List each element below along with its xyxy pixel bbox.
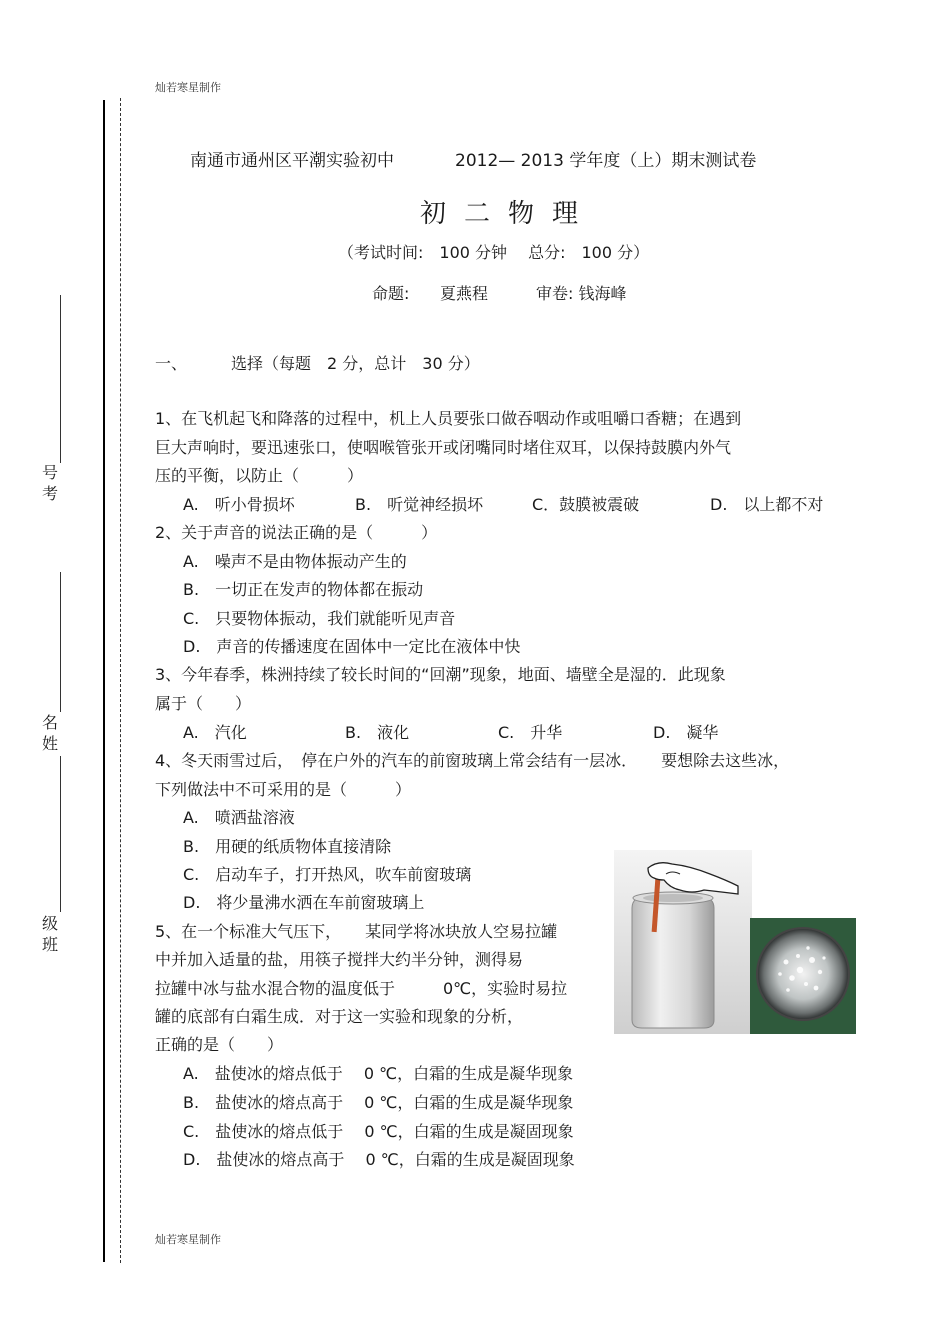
q5-line-5: 正确的是（ ） bbox=[155, 1035, 284, 1054]
side-line-banji bbox=[60, 756, 61, 912]
q4-option-b[interactable]: B. 用硬的纸质物体直接清除 bbox=[183, 837, 392, 856]
section-number: 一、 bbox=[155, 354, 188, 373]
header-year: 2012— 2013 学年度（上）期末测试卷 bbox=[455, 151, 757, 171]
side-label-kaohao-2: 考 bbox=[41, 484, 58, 503]
q1-option-c[interactable]: C．鼓膜被震破 bbox=[532, 495, 640, 514]
q4-line-2: 下列做法中不可采用的是（ ） bbox=[155, 780, 412, 799]
q3-option-a[interactable]: A. 汽化 bbox=[183, 723, 247, 742]
q2-line-1: 2、关于声音的说法正确的是（ ） bbox=[155, 523, 438, 542]
q5-option-b[interactable]: B. 盐使冰的熔点高于 0 ℃，白霜的生成是凝华现象 bbox=[183, 1093, 574, 1112]
q5-line-1: 5、在一个标准大气压下， 某同学将冰块放人空易拉罐 bbox=[155, 922, 558, 941]
q5-line-4: 罐的底部有白霜生成．对于这一实验和现象的分析， bbox=[155, 1007, 524, 1026]
q1-line-1: 1、在飞机起飞和降落的过程中，机上人员要张口做吞咽动作或咀嚼口香糖；在遇到 bbox=[155, 409, 742, 428]
q3-option-d[interactable]: D. 凝华 bbox=[653, 723, 719, 742]
binding-dashed-line bbox=[120, 98, 121, 1263]
reviewer: 审卷: 钱海峰 bbox=[536, 284, 627, 303]
q4-option-c[interactable]: C. 启动车子，打开热风，吹车前窗玻璃 bbox=[183, 865, 472, 884]
section-title: 选择（每题 2 分，总计 30 分） bbox=[231, 354, 480, 373]
can-experiment-figure bbox=[614, 850, 752, 1034]
q1-option-d[interactable]: D. 以上都不对 bbox=[710, 495, 824, 514]
exam-info: （考试时间: 100 分钟 总分: 100 分） bbox=[338, 243, 650, 262]
q1-option-b[interactable]: B. 听觉神经损坏 bbox=[355, 495, 484, 514]
q1-line-2: 巨大声响时，要迅速张口，使咽喉管张开或闭嘴同时堵住双耳，以保持鼓膜内外气 bbox=[155, 438, 732, 457]
q2-option-a[interactable]: A. 噪声不是由物体振动产生的 bbox=[183, 552, 407, 571]
q2-option-d[interactable]: D. 声音的传播速度在固体中一定比在液体中快 bbox=[183, 637, 521, 656]
q3-line-1: 3、今年春季，株洲持续了较长时间的“回潮”现象，地面、墙壁全是湿的．此现象 bbox=[155, 665, 726, 684]
side-label-xingming-2: 姓 bbox=[41, 734, 58, 753]
q5-option-a[interactable]: A. 盐使冰的熔点低于 0 ℃，白霜的生成是凝华现象 bbox=[183, 1064, 574, 1083]
q5-option-c[interactable]: C. 盐使冰的熔点低于 0 ℃，白霜的生成是凝固现象 bbox=[183, 1122, 574, 1141]
q3-line-2: 属于（ ） bbox=[155, 694, 252, 713]
q4-option-a[interactable]: A. 喷洒盐溶液 bbox=[183, 808, 295, 827]
q5-option-d[interactable]: D. 盐使冰的熔点高于 0 ℃，白霜的生成是凝固现象 bbox=[183, 1150, 575, 1169]
q1-line-3: 压的平衡，以防止（ ） bbox=[155, 466, 364, 485]
watermark-bottom: 灿若寒星制作 bbox=[155, 1233, 221, 1246]
q4-line-1: 4、冬天雨雪过后， 停在户外的汽车的前窗玻璃上常会结有一层冰． 要想除去这些冰， bbox=[155, 751, 790, 770]
side-label-banji-2: 班 bbox=[41, 935, 58, 954]
q3-option-c[interactable]: C. 升华 bbox=[498, 723, 563, 742]
q5-line-3: 拉罐中冰与盐水混合物的温度低于 0℃，实验时易拉 bbox=[155, 979, 568, 998]
author-name: 夏燕程 bbox=[440, 284, 489, 303]
side-label-kaohao-1: 号 bbox=[41, 463, 58, 482]
watermark-top: 灿若寒星制作 bbox=[155, 81, 221, 94]
frost-photo-figure bbox=[750, 918, 856, 1034]
q4-option-d[interactable]: D. 将少量沸水洒在车前窗玻璃上 bbox=[183, 893, 425, 912]
author-label: 命题: bbox=[372, 284, 410, 303]
q5-line-2: 中并加入适量的盐，用筷子搅拌大约半分钟，测得易 bbox=[155, 950, 524, 969]
header-school: 南通市通州区平潮实验初中 bbox=[190, 151, 394, 171]
q3-option-b[interactable]: B. 液化 bbox=[345, 723, 410, 742]
side-line-xingming bbox=[60, 572, 61, 712]
side-label-xingming-1: 名 bbox=[41, 713, 58, 732]
page-title: 初二物理 bbox=[420, 199, 597, 229]
q2-option-b[interactable]: B. 一切正在发声的物体都在振动 bbox=[183, 580, 424, 599]
q2-option-c[interactable]: C. 只要物体振动，我们就能听见声音 bbox=[183, 609, 456, 628]
side-line-kaohao bbox=[60, 295, 61, 463]
binding-solid-line bbox=[103, 100, 105, 1262]
side-label-banji-1: 级 bbox=[41, 914, 58, 933]
q1-option-a[interactable]: A. 听小骨损坏 bbox=[183, 495, 295, 514]
